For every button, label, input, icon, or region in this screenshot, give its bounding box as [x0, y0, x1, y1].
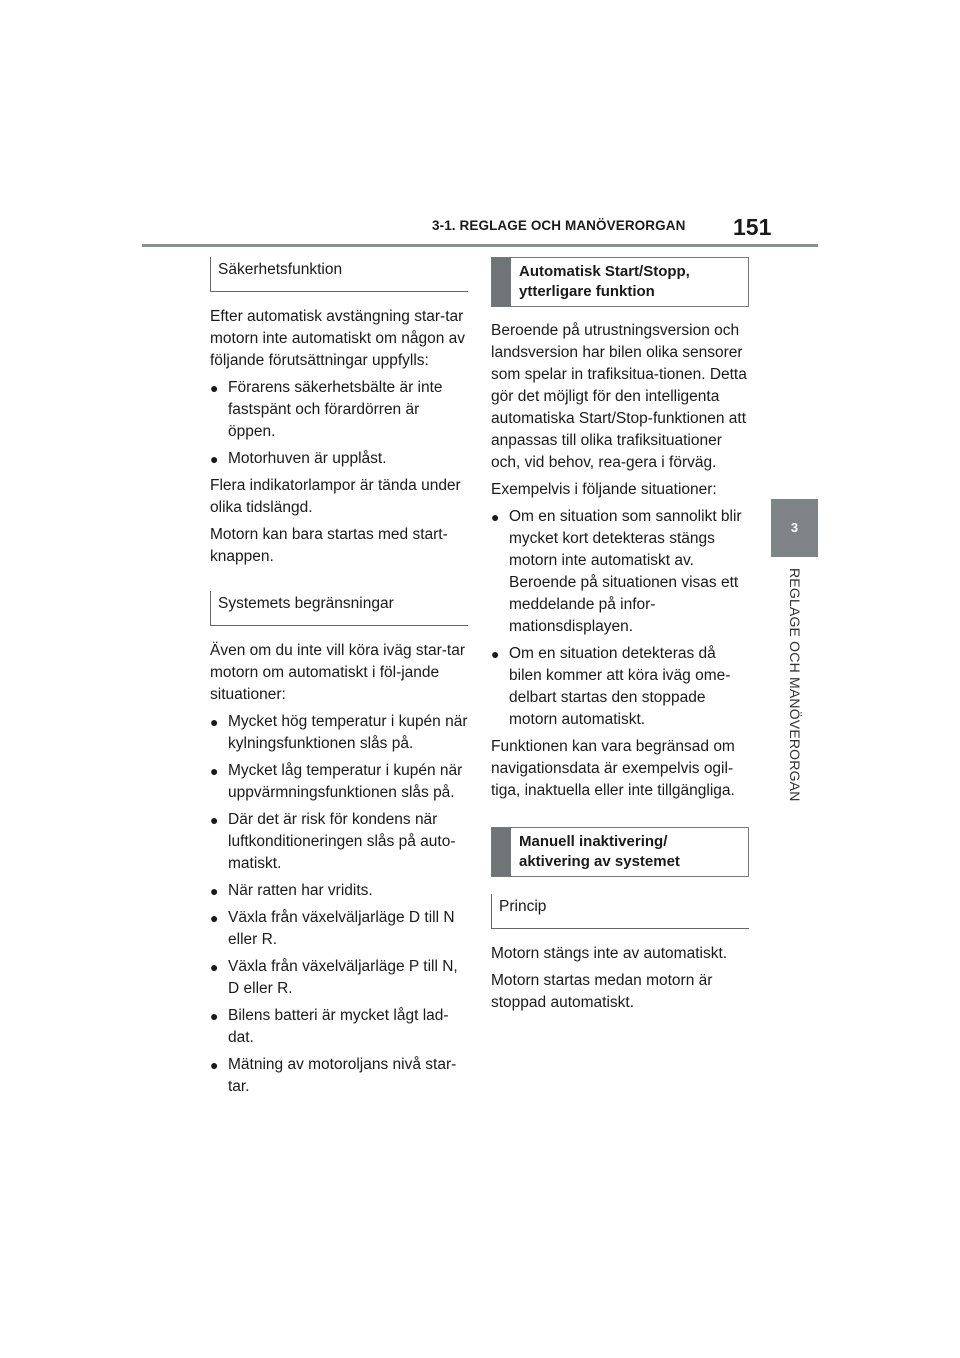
safety-paragraph: Motorn kan bara startas med start-knappen.	[210, 526, 448, 565]
bullet-icon: ●	[210, 714, 219, 730]
list-item: ● Mätning av motoroljans nivå star-tar.	[210, 1056, 457, 1095]
manual-paragraph: Motorn stängs inte av automatiskt.	[491, 945, 728, 962]
limits-list	[210, 711, 468, 1098]
page-number: 151	[733, 214, 772, 240]
manual-heading: Manuell inaktivering/ aktivering av systemet	[491, 827, 749, 877]
chapter-side-label: REGLAGE OCH MANÖVERORGAN	[787, 568, 803, 802]
left-column	[210, 257, 468, 1103]
manual-paragraph: Motorn startas medan motorn är stoppad automatiskt.	[491, 972, 713, 1011]
header-rule	[142, 244, 818, 247]
right-column	[491, 257, 749, 1019]
safety-intro: Efter automatisk avstängning star-tar motorn inte automatiskt om någon av följande förutsättningar uppfylls:	[210, 308, 466, 369]
list-item: ● Mycket hög temperatur i kupén när kylningsfunktionen slås på.	[210, 713, 468, 752]
auto-paragraph: Funktionen kan vara begränsad om navigationsdata är exempelvis ogil-tiga, inaktuella eller inte tillgängliga.	[491, 738, 735, 799]
bullet-icon: ●	[210, 380, 219, 396]
list-item: ● Mycket låg temperatur i kupén när uppvärmningsfunktionen slås på.	[210, 762, 463, 801]
list-item: ● Motorhuven är upplåst.	[210, 448, 468, 470]
list-item: ● Förarens säkerhetsbälte är inte fastspänt och förardörren är öppen.	[210, 379, 443, 440]
principle-heading: Princip	[491, 894, 749, 929]
list-item: ● Växla från växelväljarläge D till N eller R.	[210, 909, 455, 948]
safety-list	[210, 377, 468, 470]
bullet-icon: ●	[210, 1057, 219, 1073]
bullet-icon: ●	[210, 883, 219, 899]
limits-heading: Systemets begränsningar	[210, 591, 468, 626]
list-item: ● Växla från växelväljarläge P till N, D eller R.	[210, 958, 458, 997]
bullet-icon: ●	[491, 509, 500, 525]
safety-heading: Säkerhetsfunktion	[210, 257, 468, 292]
bullet-icon: ●	[210, 812, 219, 828]
bullet-icon: ●	[210, 451, 219, 467]
list-item: ● När ratten har vridits.	[210, 880, 468, 902]
limits-intro: Även om du inte vill köra iväg star-tar motorn om automatiskt i föl-jande situationer:	[210, 642, 465, 703]
auto-start-stop-heading: Automatisk Start/Stopp, ytterligare funktion	[491, 257, 749, 307]
section-title: 3-1. REGLAGE OCH MANÖVERORGAN	[432, 218, 686, 233]
auto-list	[491, 506, 749, 731]
bullet-icon: ●	[210, 959, 219, 975]
auto-paragraph: Exempelvis i följande situationer:	[491, 481, 717, 498]
list-item: ● Om en situation som sannolikt blir mycket kort detekteras stängs motorn inte automatiskt av. Beroende på situationen visas ett meddelande på infor-mationsdisplayen.	[491, 508, 742, 635]
heading-bar	[492, 828, 511, 876]
bullet-icon: ●	[491, 646, 500, 662]
safety-paragraph: Flera indikatorlampor är tända under olika tidslängd.	[210, 477, 461, 516]
auto-paragraph: Beroende på utrustningsversion och landsversion har bilen olika sensorer som spelar in trafiksitua-tionen. Detta gör det möjligt för den intelligenta automatiska Start/Stop-funktionen att anpassas till olika trafiksituationer och, vid behov, rea-gera i förväg.	[491, 322, 747, 471]
list-item: ● Bilens batteri är mycket lågt lad-dat.	[210, 1007, 449, 1046]
bullet-icon: ●	[210, 910, 219, 926]
heading-bar	[492, 258, 511, 306]
list-item: ● Om en situation detekteras då bilen kommer att köra iväg ome-delbart startas den stoppade motorn automatiskt.	[491, 645, 731, 728]
bullet-icon: ●	[210, 1008, 219, 1024]
list-item: ● Där det är risk för kondens när luftkonditioneringen slås på auto-matiskt.	[210, 811, 456, 872]
bullet-icon: ●	[210, 763, 219, 779]
chapter-tab: 3	[771, 499, 818, 557]
